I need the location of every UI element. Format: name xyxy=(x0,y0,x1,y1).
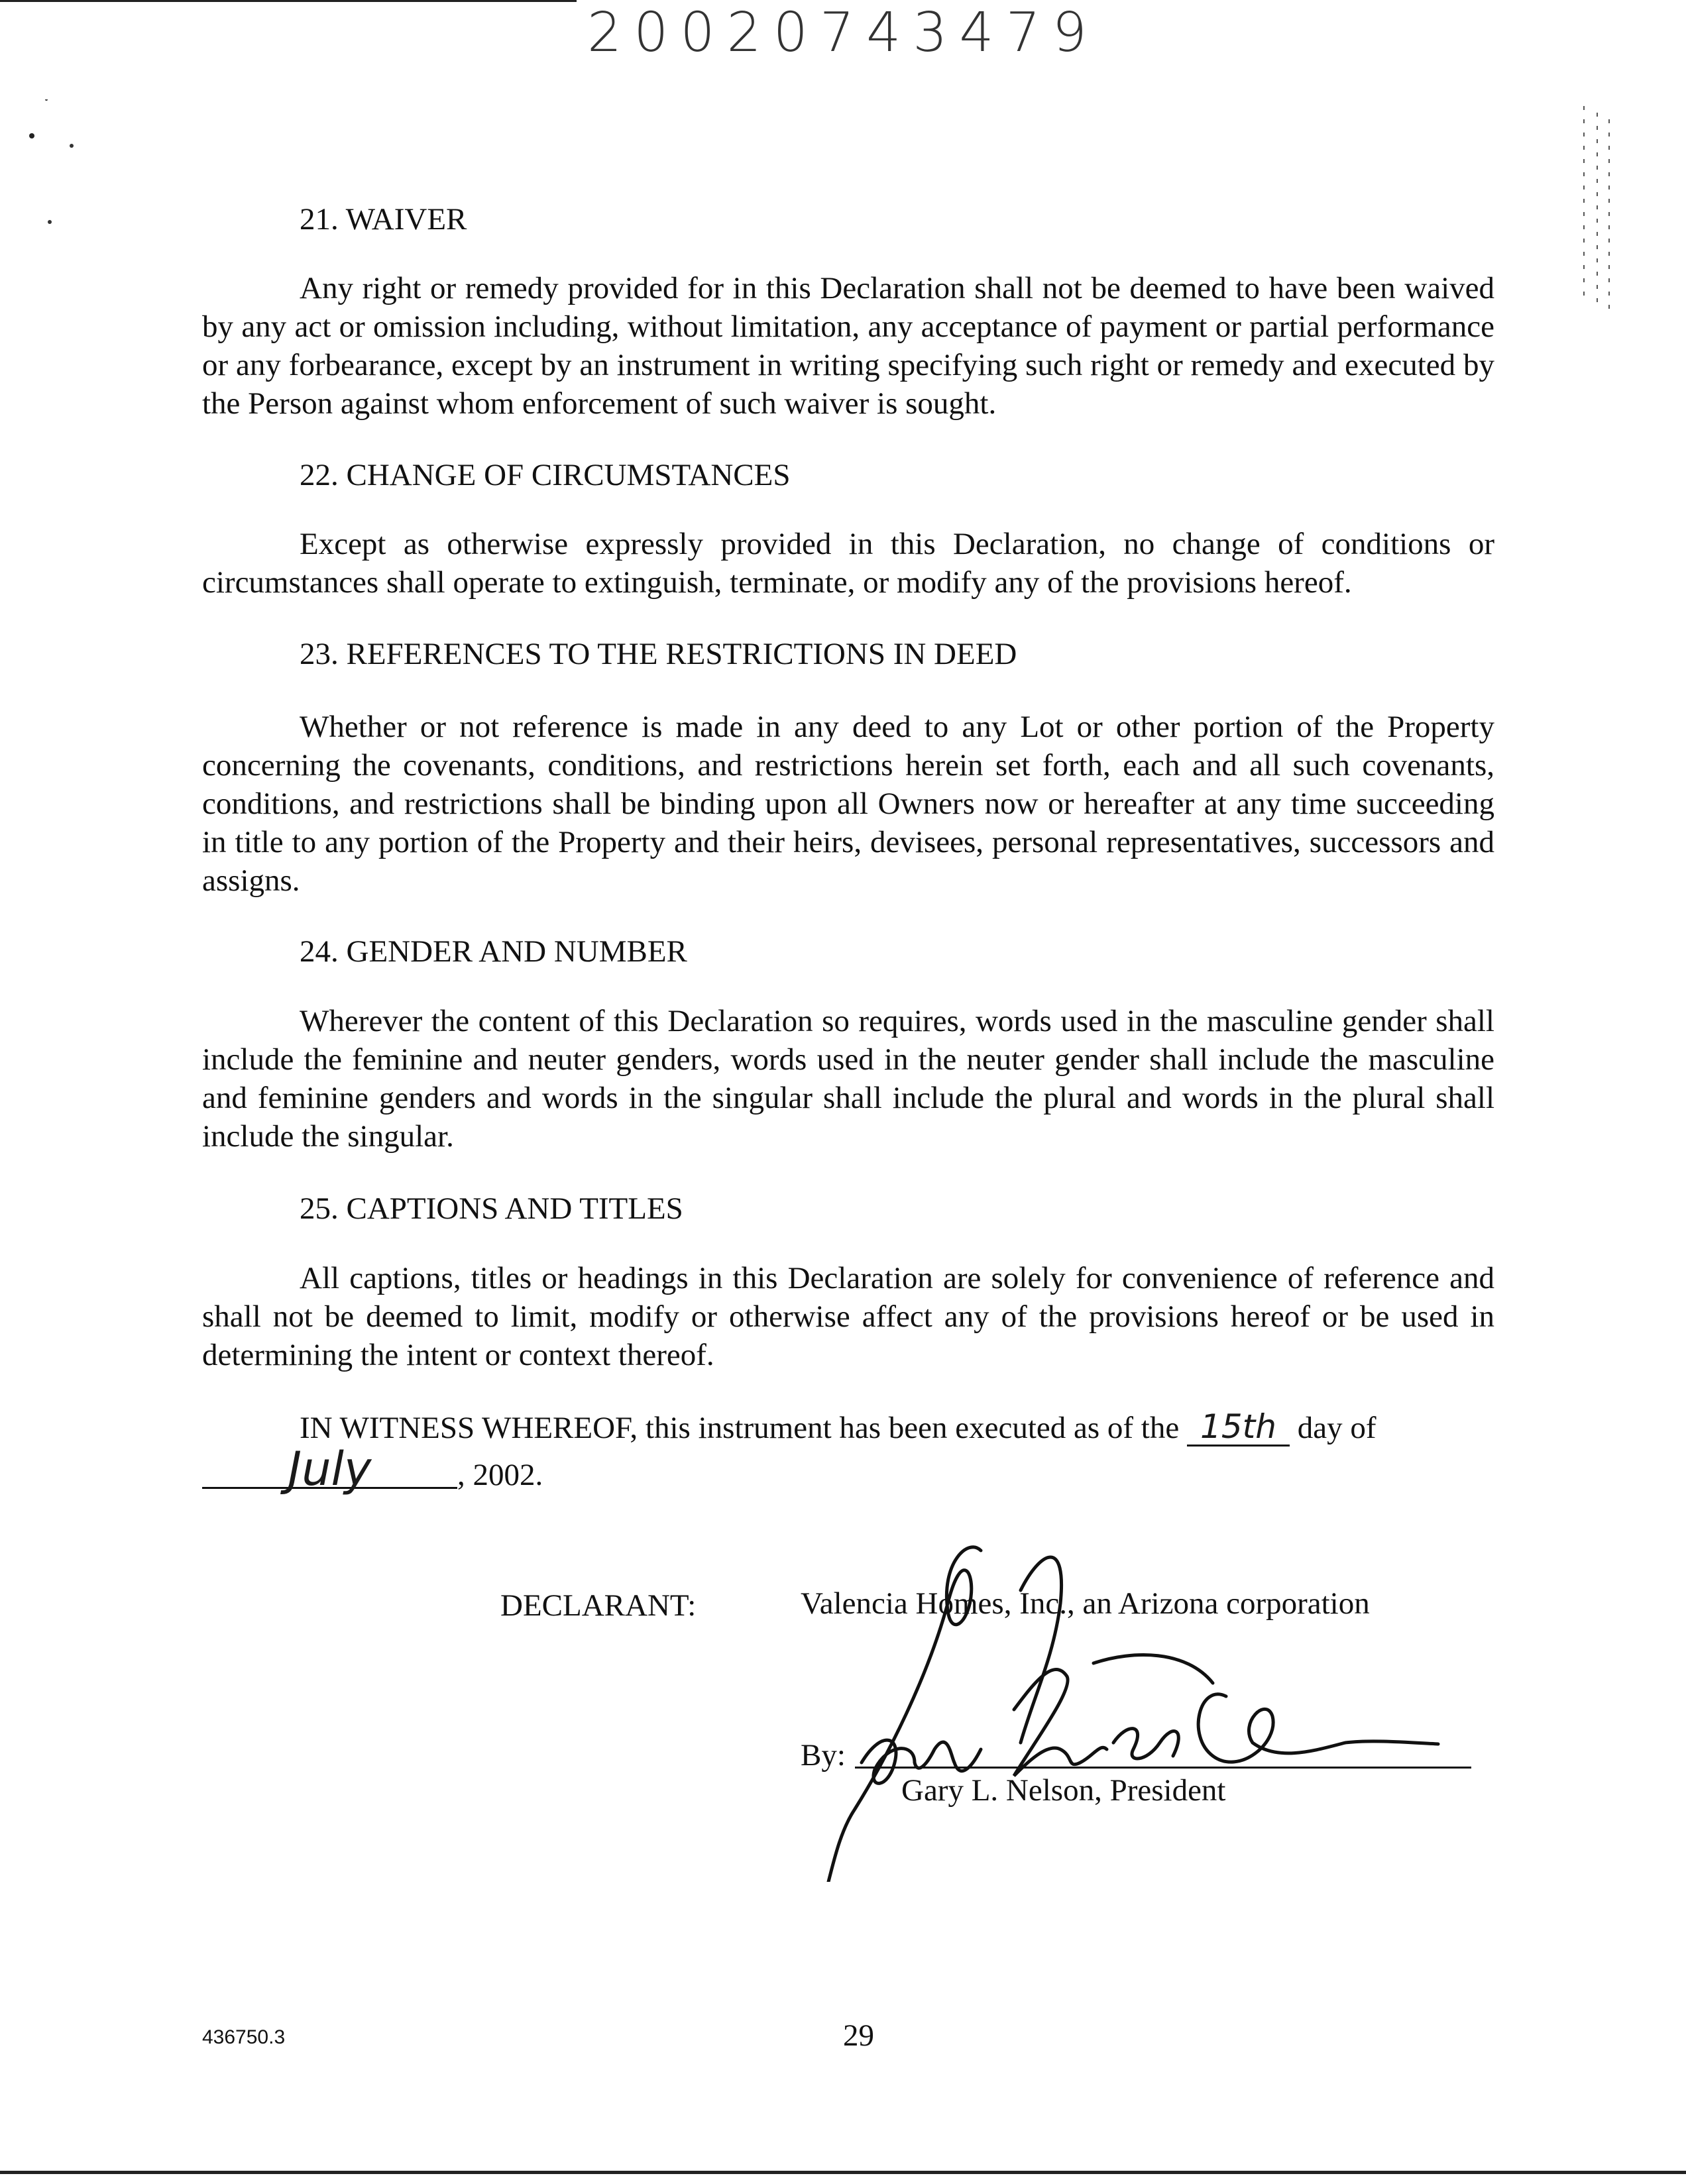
handwritten-month: July xyxy=(202,1451,457,1489)
signer-name-title: Gary L. Nelson, President xyxy=(901,1773,1226,1808)
section-text-gender-and-number: Wherever the content of this Declaration so requires, words used in the masculine gender shall include the feminine and neuter genders, words used in the neuter gender shall include the masculine and feminine genders and words in the singular shall include the plural and words in the plural shall include the singular. xyxy=(202,1004,1494,1154)
section-text-waiver: Any right or remedy provided for in this Declaration shall not be deemed to have been waived by any act or omission including, without limitation, any acceptance of payment or partial performance or any forbearance, except by an instrument in writing specifying such right or remedy and executed by the Person against whom enforcement of such waiver is sought. xyxy=(202,271,1494,421)
section-heading-captions-and-titles: 25. CAPTIONS AND TITLES xyxy=(300,1191,683,1226)
section-text-change-of-circumstances: Except as otherwise expressly provided in this Declaration, no change of conditions or circumstances shall operate to extinguish, terminate, or modify any of the provisions hereof. xyxy=(202,527,1494,600)
margin-perforation-marks xyxy=(1577,106,1617,318)
section-text-references-in-deed: Whether or not reference is made in any deed to any Lot or other portion of the Property concerning the covenants, conditions, and restrictions herein set forth, each and all such covenants, conditions, and restrictions shall be binding upon all Owners now or hereafter at any time succeeding in title to any portion of the Property and their heirs, devisees, personal representatives, successors and assigns. xyxy=(202,710,1494,898)
section-heading-gender-and-number: 24. GENDER AND NUMBER xyxy=(300,934,687,969)
section-heading-references-in-deed: 23. REFERENCES TO THE RESTRICTIONS IN DEED xyxy=(300,637,1017,671)
declarant-company: Valencia Homes, Inc., an Arizona corporation xyxy=(801,1586,1370,1621)
scan-specks xyxy=(20,99,86,232)
handwritten-day: 15th xyxy=(1187,1409,1290,1447)
by-label: By: xyxy=(801,1738,846,1773)
handwritten-signature xyxy=(815,1524,1478,1882)
page-number: 29 xyxy=(843,2018,874,2053)
section-heading-change-of-circumstances: 22. CHANGE OF CIRCUMSTANCES xyxy=(300,458,791,492)
document-id: 436750.3 xyxy=(202,2026,286,2048)
recording-number: 20020743479 xyxy=(587,1,1099,64)
bottom-rule xyxy=(0,2171,1686,2174)
witness-clause-line-2 xyxy=(202,1442,543,1496)
section-text-captions-and-titles: All captions, titles or headings in this Declaration are solely for convenience of reference and shall not be deemed to limit, modify or otherwise affect any of the provisions hereof or be used in determining the intent or context thereof. xyxy=(202,1261,1494,1372)
witness-clause-line-1 xyxy=(300,1409,1377,1447)
witness-year: , 2002. xyxy=(457,1458,543,1492)
witness-day-of: day of xyxy=(1297,1411,1377,1445)
declarant-label: DECLARANT: xyxy=(500,1588,697,1623)
section-heading-waiver: 21. WAIVER xyxy=(300,202,467,237)
witness-lead-text: IN WITNESS WHEREOF, this instrument has been executed as of the xyxy=(300,1411,1180,1445)
